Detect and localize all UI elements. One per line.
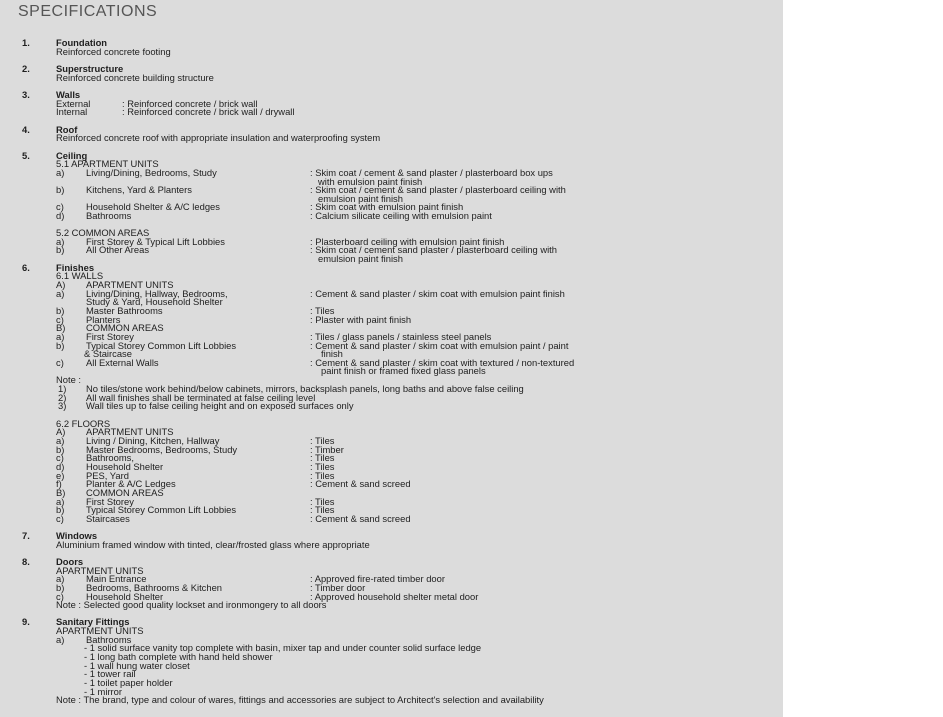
item-label: Bathrooms — [86, 210, 132, 221]
item-value: : Tiles — [310, 461, 335, 472]
fitting-item: - 1 tower rail — [84, 668, 136, 679]
item-key: b) — [56, 305, 65, 316]
item-value: : Plasterboard ceiling with emulsion paint finish — [310, 236, 505, 247]
wall-value: : Reinforced concrete / brick wall / drywall — [122, 106, 295, 117]
section-number: 2. — [22, 63, 30, 74]
item-key: a) — [56, 573, 65, 584]
note-label: Note : — [56, 374, 82, 385]
section-heading: Superstructure — [56, 63, 124, 74]
item-label: Typical Storey Common Lift Lobbies — [86, 504, 237, 515]
group-label: COMMON AREAS — [86, 487, 164, 498]
item-key: d) — [56, 210, 65, 221]
group-key: A) — [56, 279, 66, 290]
section-number: 6. — [22, 262, 30, 273]
item-key: c) — [56, 591, 64, 602]
section-number: 3. — [22, 89, 30, 100]
section-number: 9. — [22, 616, 30, 627]
section-heading: Walls — [56, 89, 81, 100]
item-key: c) — [56, 513, 64, 524]
item-key: b) — [56, 582, 65, 593]
item-key: b) — [56, 340, 65, 351]
item-value: : Tiles — [310, 452, 335, 463]
group-label: APARTMENT UNITS — [86, 426, 174, 437]
item-key: a) — [56, 435, 65, 446]
item-label: PES, Yard — [86, 470, 129, 481]
section-text: Reinforced concrete building structure — [56, 72, 214, 83]
item-value: : Calcium silicate ceiling with emulsion paint — [310, 210, 492, 221]
item-value: finish — [321, 348, 343, 359]
item-label: Household Shelter — [86, 591, 164, 602]
item-key: d) — [56, 461, 65, 472]
section-heading: Ceiling — [56, 150, 88, 161]
group-label: APARTMENT UNITS — [86, 279, 174, 290]
item-label: Living / Dining, Kitchen, Hallway — [86, 435, 220, 446]
item-value: with emulsion paint finish — [318, 176, 423, 187]
note-text: Wall tiles up to false ceiling height and on exposed surfaces only — [86, 400, 354, 411]
item-key: a) — [56, 496, 65, 507]
item-value: : Tiles — [310, 305, 335, 316]
item-label: Bathrooms, — [86, 452, 134, 463]
fitting-item: - 1 wall hung water closet — [84, 660, 190, 671]
item-label: Living/Dining, Bedrooms, Study — [86, 167, 217, 178]
item-value: : Cement & sand screed — [310, 478, 411, 489]
item-value: : Timber — [310, 444, 344, 455]
section-text: Reinforced concrete footing — [56, 46, 171, 57]
section-number: 4. — [22, 124, 30, 135]
note-text: No tiles/stone work behind/below cabinets, mirrors, backsplash panels, long baths and above false ceiling — [86, 383, 524, 394]
subsection-heading: 6.2 FLOORS — [56, 418, 111, 429]
item-value: : Tiles — [310, 470, 335, 481]
item-key: a) — [56, 236, 65, 247]
item-value: : Cement & sand screed — [310, 513, 411, 524]
item-label: First Storey — [86, 331, 134, 342]
note-key: 2) — [58, 392, 67, 403]
group-key: B) — [56, 322, 66, 333]
item-value: : Tiles / glass panels / stainless steel panels — [310, 331, 492, 342]
fitting-item: - 1 long bath complete with hand held shower — [84, 651, 273, 662]
item-value: : Plaster with paint finish — [310, 314, 412, 325]
subsection-heading: 6.1 WALLS — [56, 270, 104, 281]
note-key: 3) — [58, 400, 67, 411]
item-label: First Storey & Typical Lift Lobbies — [86, 236, 225, 247]
subsection-heading: APARTMENT UNITS — [56, 565, 144, 576]
item-value: : Skim coat with emulsion paint finish — [310, 201, 464, 212]
item-key: a) — [56, 288, 65, 299]
section-number: 8. — [22, 556, 30, 567]
section-text: Aluminium framed window with tinted, clear/frosted glass where appropriate — [56, 539, 370, 550]
item-key: a) — [56, 167, 65, 178]
note-key: 1) — [58, 383, 67, 394]
item-key: a) — [56, 634, 65, 645]
item-label: Main Entrance — [86, 573, 147, 584]
item-value: : Cement & sand plaster / skim coat with textured / non-textured — [310, 357, 575, 368]
page-title: SPECIFICATIONS — [18, 3, 158, 20]
item-value: emulsion paint finish — [318, 193, 403, 204]
item-key: f) — [56, 478, 62, 489]
item-label: Living/Dining, Hallway, Bedrooms, — [86, 288, 228, 299]
item-key: b) — [56, 244, 65, 255]
item-key: c) — [56, 314, 64, 325]
note-text: Note : Selected good quality lockset and ironmongery to all doors — [56, 599, 327, 610]
subsection-heading: 5.1 APARTMENT UNITS — [56, 158, 159, 169]
section-heading: Roof — [56, 124, 78, 135]
item-value: : Skim coat / cement & sand plaster / plasterboard box ups — [310, 167, 553, 178]
subsection-heading: 5.2 COMMON AREAS — [56, 227, 150, 238]
item-key: b) — [56, 504, 65, 515]
item-value: paint finish or framed fixed glass panels — [321, 365, 486, 376]
item-value: emulsion paint finish — [318, 253, 403, 264]
item-label: Staircases — [86, 513, 130, 524]
item-label: Master Bedrooms, Bedrooms, Study — [86, 444, 238, 455]
note-text: Note : The brand, type and colour of wares, fittings and accessories are subject to Architect's selection and availability — [56, 694, 544, 705]
item-label: Planter & A/C Ledges — [86, 478, 176, 489]
section-number: 1. — [22, 37, 30, 48]
item-value: : Tiles — [310, 435, 335, 446]
item-key: c) — [56, 357, 64, 368]
item-value: : Cement & sand plaster / skim coat with emulsion paint finish — [310, 288, 565, 299]
item-key: c) — [56, 201, 64, 212]
group-key: B) — [56, 487, 66, 498]
item-label: Master Bathrooms — [86, 305, 163, 316]
section-heading: Sanitary Fittings — [56, 616, 130, 627]
item-label: Kitchens, Yard & Planters — [86, 184, 192, 195]
item-value: : Approved household shelter metal door — [310, 591, 479, 602]
section-heading: Windows — [56, 530, 98, 541]
group-key: A) — [56, 426, 66, 437]
item-label: All Other Areas — [86, 244, 150, 255]
item-value: : Skim coat / cement & sand plaster / plasterboard ceiling with — [310, 184, 566, 195]
item-label: All External Walls — [86, 357, 159, 368]
fitting-item: - 1 solid surface vanity top complete with basin, mixer tap and under counter solid surface ledge — [84, 642, 482, 653]
section-heading: Foundation — [56, 37, 108, 48]
item-value: : Tiles — [310, 496, 335, 507]
item-label: & Staircase — [84, 348, 132, 359]
subsection-heading: APARTMENT UNITS — [56, 625, 144, 636]
section-number: 7. — [22, 530, 30, 541]
section-heading: Finishes — [56, 262, 95, 273]
wall-label: External — [56, 98, 91, 109]
section-text: Reinforced concrete roof with appropriate insulation and waterproofing system — [56, 132, 381, 143]
item-key: e) — [56, 470, 65, 481]
item-value: : Tiles — [310, 504, 335, 515]
section-number: 5. — [22, 150, 30, 161]
fitting-item: - 1 mirror — [84, 686, 123, 697]
item-value: : Timber door — [310, 582, 366, 593]
note-text: All wall finishes shall be terminated at false ceiling level — [86, 392, 316, 403]
item-label: Study & Yard, Household Shelter — [86, 296, 223, 307]
item-key: a) — [56, 331, 65, 342]
item-label: Typical Storey Common Lift Lobbies — [86, 340, 237, 351]
wall-value: : Reinforced concrete / brick wall — [122, 98, 258, 109]
item-key: b) — [56, 444, 65, 455]
item-key: c) — [56, 452, 64, 463]
item-label: Bathrooms — [86, 634, 132, 645]
item-label: Household Shelter & A/C ledges — [86, 201, 220, 212]
fitting-item: - 1 toilet paper holder — [84, 677, 173, 688]
item-label: Household Shelter — [86, 461, 164, 472]
item-label: First Storey — [86, 496, 134, 507]
item-value: : Cement & sand plaster / skim coat with emulsion paint / paint — [310, 340, 569, 351]
item-key: b) — [56, 184, 65, 195]
section-heading: Doors — [56, 556, 84, 567]
item-value: : Approved fire-rated timber door — [310, 573, 445, 584]
item-label: Bedrooms, Bathrooms & Kitchen — [86, 582, 223, 593]
group-label: COMMON AREAS — [86, 322, 164, 333]
item-label: Planters — [86, 314, 121, 325]
item-value: : Skim coat / cement sand plaster / plasterboard ceiling with — [310, 244, 557, 255]
wall-label: Internal — [56, 106, 88, 117]
